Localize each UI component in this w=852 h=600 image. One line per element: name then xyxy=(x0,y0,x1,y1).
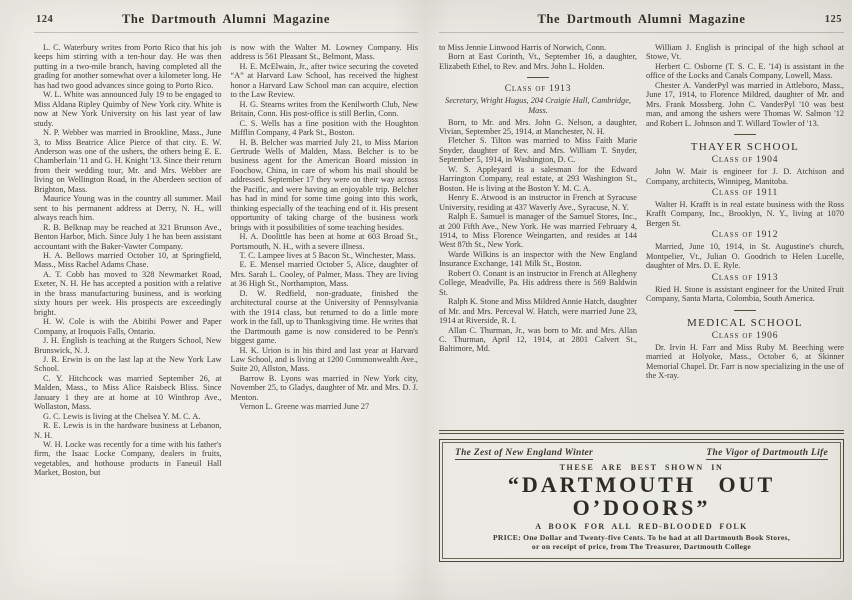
paragraph: Allan C. Thurman, Jr., was born to Mr. and Mrs. Allan C. Thurman, April 12, 1914, at 2801 Calvert St., Baltimore, Md. xyxy=(439,325,637,354)
ad-subtitle: A BOOK FOR ALL RED-BLOODED FOLK xyxy=(535,522,748,532)
magazine-title: The Dartmouth Alumni Magazine xyxy=(537,12,746,26)
paragraph: J. H. English is teaching at the Rutgers School, New Brunswick, N. J. xyxy=(34,336,222,355)
paragraph: Born at East Corinth, Vt., September 16, a daughter, Elizabeth Ethel, to Rev. and Mrs. John L. Holden. xyxy=(439,52,637,71)
page-124-columns xyxy=(34,43,418,591)
page-124-column-2 xyxy=(231,43,419,591)
class-heading: Class of 1906 xyxy=(711,330,779,341)
paragraph: Fletcher S. Tilton was married to Miss Faith Marie Snyder, daughter of Rev. and Mrs. William T. Snyder, September 5, 1914, in Washington, D. C. xyxy=(439,136,637,165)
magazine-title: The Dartmouth Alumni Magazine xyxy=(122,12,330,26)
paragraph: W. L. White was announced July 19 to be engaged to Miss Aldana Ripley Quimby of New York city. White is now at New York University on his last year of law study. xyxy=(34,90,222,128)
ad-price-line-2: or on receipt of price, from The Treasurer, Dartmouth College xyxy=(531,542,752,552)
paragraph: L. C. Waterbury writes from Porto Rico that his job keeps him stirring with a ten-hour day. He was then putting in a two-mile branch, having completed all the grading for another somewhat over a kilometer long. He has had two good advances since going to Porto Rico. xyxy=(34,43,222,90)
paragraph: W. H. Locke was recently for a time with his father's firm, the Isaac Locke Company, dealers in fruits, vegetables, and hothouse products in Faneuil Hall Market, Boston, but xyxy=(34,440,222,478)
paragraph: A. T. Cobb has moved to 328 Newmarket Road, Exeter, N. H. He has accepted a position with a relative in the brass manufacturing business, and is working sixty hours per week. His prospects are exceedingly bright. xyxy=(34,269,222,317)
page-number: 125 xyxy=(824,14,842,25)
paragraph: Ried H. Stone is assistant engineer for the United Fruit Company, Santa Marta, Colombia, South America. xyxy=(646,284,844,304)
paragraph: G. C. Lewis is living at the Chelsea Y. M. C. A. xyxy=(43,411,201,421)
paragraph: H. A. Doolittle has been at home at 603 Broad St., Portsmouth, N. H., with a severe illness. xyxy=(230,232,418,251)
paragraph: R. B. Belknap may be reached at 321 Brunson Ave., Benton Harbor, Mich. Since July 1 he has been assistant accountant with the Baker-Vawter Company. xyxy=(34,222,222,251)
advertisement-area xyxy=(439,430,844,562)
paragraph: Married, June 10, 1914, in St. Augustine's church, Montpelier, Vt., Julian O. Goodrich to Helen Lucelle, daughter of Mrs. D. E. Ryle. xyxy=(646,242,844,271)
paragraph: William J. English is principal of the high school at Stowe, Vt. xyxy=(646,43,844,62)
paragraph: D. W. Redfield, non-graduate, finished the architectural course at the University of Pennsylvania with the 1914 class, but returned to do a little more work in the fall, up to Thanksgiving time. He writes that the Dartmouth game is now considered to be Penn's biggest game. xyxy=(230,288,418,346)
paragraph: to Miss Jennie Linwood Harris of Norwich, Conn. xyxy=(439,43,607,52)
paragraph: Ralph E. Samuel is manager of the Samuel Stores, Inc., at 200 Fifth Ave., New York. He was married February 4, 1914, to Miss Florence Weingarten, and resides at 144 West 87th St., New York. xyxy=(439,212,637,250)
advertisement-top-rule xyxy=(439,430,844,434)
paragraph: C. Y. Hitchcock was married September 26, at Malden, Mass., to Miss Alice Raisbeck Bliss. Since January 1 they are at home at 10 Winthrop Ave., Wollaston, Mass. xyxy=(34,373,222,412)
paragraph: Barrow B. Lyons was married in New York city, November 25, to Gladys, daughter of Mr. and Mrs. D. J. Menton. xyxy=(230,373,418,402)
page-125 xyxy=(426,0,852,600)
paragraph: Ralph K. Stone and Miss Mildred Annie Hatch, daughter of Mr. and Mrs. Perceval W. Hatch, were married June 23, 1914 at Riverside, R. I. xyxy=(439,297,637,326)
advertisement-inner xyxy=(442,442,841,559)
paragraph: N. P. Webber was married in Brookline, Mass., June 3, to Miss Beatrice Alice Pierce of that city. E. W. Anderson was one of the ushers, the others being E. E. Chamberlain '11 and G. H. Knight '13. Since their return from their wedding tour, Mr. and Mrs. Webber are living on Wellington Road, in the Aberdeen section of Brighton, Mass. xyxy=(34,128,222,194)
advertisement-box xyxy=(439,439,844,562)
page-124-header xyxy=(34,12,418,33)
paragraph: H. K. Urion is in his third and last year at Harvard Law School, and is living at 1200 Commonwealth Ave., Suite 20, Allston, Mass. xyxy=(230,345,418,374)
paragraph: W. S. Appleyard is a salesman for the Edward Harrington Company, real estate, at 293 Washington St., Boston. He is living at the Boston Y. M. C. A. xyxy=(439,164,637,193)
page-125-column-1 xyxy=(439,43,637,417)
class-heading: Class of 1913 xyxy=(711,272,779,283)
ad-tagline-right: The Vigor of Dartmouth Life xyxy=(706,448,828,458)
paragraph: E. E. Mensel married October 5, Alice, daughter of Mrs. Sarah L. Cooley, of Palmer, Mass. They are living at 36 High St., Northampton, Mass. xyxy=(230,260,418,289)
class-heading: Class of 1912 xyxy=(711,230,779,241)
paragraph: T. C. Lampee lives at 5 Bacon St., Winchester, Mass. xyxy=(239,250,416,260)
section-heading: MEDICAL SCHOOL xyxy=(686,316,804,329)
section-heading: THAYER SCHOOL xyxy=(690,141,800,154)
advertisement-taglines xyxy=(455,448,828,460)
paragraph: Maurice Young was in the country all summer. Mail sent to his permanent address at Derry, N. H., will always reach him. xyxy=(34,194,222,223)
ad-shown-line: THESE ARE BEST SHOWN IN xyxy=(559,463,724,472)
ad-tagline-left: The Zest of New England Winter xyxy=(455,448,594,458)
paragraph: R. E. Lewis is in the hardware business at Lebanon, N. H. xyxy=(34,421,222,440)
paragraph: C. S. Wells has a fine position with the Houghton Mifflin Company, 4 Park St., Boston. xyxy=(230,118,418,138)
section-divider xyxy=(527,77,549,78)
paragraph: Warde Wilkins is an inspector with the New England Insurance Exchange, 141 Milk St., Boston. xyxy=(439,249,637,269)
paragraph: H. W. Cole is with the Abitibi Power and Paper Company, at Iroquois Falls, Ontario. xyxy=(34,317,222,336)
paragraph: H. B. Belcher was married July 21, to Miss Marion Gertrude Wells of Malden, Mass. Belcher is to be business agent for the American Board mission in Foochow, China, in care of whom his mail should be addressed. September 17 they were on their way across the Pacific, and were having an enjoyable trip. Belcher has had in mind for some time going into this work, thinking especially of the teaching end of it. His present opportunity of taking charge of the business work brings with it possibilities of some teaching besides. xyxy=(230,137,418,232)
class-heading: Class of 1911 xyxy=(711,187,779,198)
ad-title: “DARTMOUTH OUT O’DOORS” xyxy=(507,472,776,521)
paragraph: Herbert C. Osborne (T. S. C. E. '14) is assistant in the office of the Locks and Canals Company, Lowell, Mass. xyxy=(646,61,844,81)
class-heading: Class of 1913 xyxy=(504,84,572,95)
paragraph: Robert O. Conant is an instructor in French at Allegheny College, Meadville, Pa. His address there is 569 Baldwin St. xyxy=(439,268,637,297)
page-125-header xyxy=(439,12,844,33)
paragraph: H. G. Stearns writes from the Kenilworth Club, New Britain, Conn. His post-office is still Berlin, Conn. xyxy=(230,99,418,119)
paragraph: is now with the Walter M. Lowney Company. His address is 561 Pleasant St., Belmont, Mass. xyxy=(230,43,418,62)
paragraph: Vernon L. Greene was married June 27 xyxy=(239,402,370,412)
paragraph: John W. Mair is engineer for J. D. Atchison and Company, architects, Winnipeg, Manitoba. xyxy=(646,167,844,186)
paragraph: Dr. Irvin H. Farr and Miss Ruby M. Beeching were married at Holyoke, Mass., October 6, at Skinner Memorial Chapel. Dr. Farr is now specializing in the use of the X-ray. xyxy=(646,342,844,380)
paragraph: J. R. Erwin is on the last lap at the New York Law School. xyxy=(34,354,222,374)
page-125-column-2 xyxy=(646,43,844,417)
paragraph: Henry E. Atwood is an instructor in French at Syracuse University, residing at 437 Waverly Ave., Syracuse, N. Y. xyxy=(439,193,637,212)
paragraph: Chester A. VanderPyl was married in Attleboro, Mass., June 17, 1914, to Florence Mildred, daughter of Mr. and Mrs. Frank Mossberg. John C. VanderPyl '10 was best man, and among the ushers were Thomas W. Salmon '12 and Robert L. Johnson and T. Willard Towler of '13. xyxy=(646,80,844,128)
section-divider xyxy=(734,310,756,311)
paragraph: Walter H. Krafft is in real estate business with the Ross Krafft Company, Inc., Brooklyn, N. Y., living at 1070 Bergen St. xyxy=(646,199,844,228)
paragraph: H. E. McElwain, Jr., after twice securing the coveted “A” at Harvard Law School, has received the highest honor a Harvard Law School man can acquire, election to the Law Review. xyxy=(230,61,418,100)
page-125-columns xyxy=(439,43,844,417)
secretary-line: Secretary, Wright Hugus, 204 Craigie Hall, Cambridge, Mass. xyxy=(445,96,631,115)
page-number: 124 xyxy=(36,14,54,25)
class-heading: Class of 1904 xyxy=(711,155,779,166)
ad-price-line-1: PRICE: One Dollar and Twenty-five Cents. To be had at all Dartmouth Book Stores, xyxy=(492,533,791,543)
paragraph: H. A. Bellows married October 10, at Springfield, Mass., Miss Rachel Adams Chase. xyxy=(34,250,222,270)
paragraph: Born, to Mr. and Mrs. John G. Nelson, a daughter, Vivian, September 25, 1914, at Manchester, N. H. xyxy=(439,117,637,137)
page-124-column-1 xyxy=(34,43,222,591)
section-divider xyxy=(734,134,756,135)
